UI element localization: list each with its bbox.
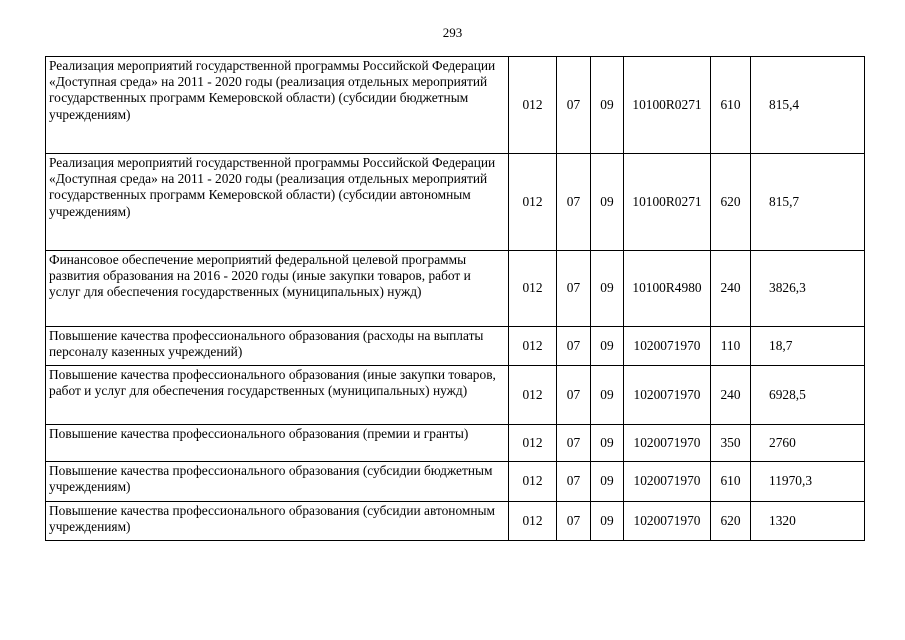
expense-type-cell: 240 <box>711 366 751 425</box>
section-code-cell: 07 <box>557 154 591 251</box>
table-row <box>46 154 865 251</box>
table-row <box>46 502 865 541</box>
ministry-code-cell: 012 <box>509 502 557 541</box>
table-row <box>46 366 865 425</box>
section-code-cell: 07 <box>557 327 591 366</box>
expense-name-cell: Повышение качества профессионального образования (субсидии автономным учреждениям) <box>46 502 509 541</box>
subsection-code-cell: 09 <box>591 327 624 366</box>
section-code-cell: 07 <box>557 425 591 462</box>
section-code-cell: 07 <box>557 251 591 327</box>
section-code-cell: 07 <box>557 366 591 425</box>
subsection-code-cell: 09 <box>591 425 624 462</box>
ministry-code-cell: 012 <box>509 462 557 502</box>
ministry-code-cell: 012 <box>509 366 557 425</box>
table-row <box>46 57 865 154</box>
expense-name-cell: Повышение качества профессионального образования (иные закупки товаров, работ и услуг для обеспечения государственных (муниципальных) нужд) <box>46 366 509 425</box>
target-article-cell: 1020071970 <box>624 327 711 366</box>
table-row <box>46 462 865 502</box>
expense-type-cell: 240 <box>711 251 751 327</box>
ministry-code-cell: 012 <box>509 327 557 366</box>
page-number: 293 <box>442 25 463 40</box>
target-article-cell: 1020071970 <box>624 502 711 541</box>
budget-table <box>45 56 865 541</box>
amount-cell: 815,7 <box>751 154 865 251</box>
section-code-cell: 07 <box>557 462 591 502</box>
target-article-cell: 10100R0271 <box>624 154 711 251</box>
amount-cell: 3826,3 <box>751 251 865 327</box>
amount-cell: 1320 <box>751 502 865 541</box>
target-article-cell: 1020071970 <box>624 462 711 502</box>
target-article-cell: 10100R4980 <box>624 251 711 327</box>
ministry-code-cell: 012 <box>509 251 557 327</box>
amount-cell: 11970,3 <box>751 462 865 502</box>
amount-cell: 18,7 <box>751 327 865 366</box>
expense-type-cell: 110 <box>711 327 751 366</box>
expense-type-cell: 610 <box>711 462 751 502</box>
expense-name-cell: Повышение качества профессионального образования (расходы на выплаты персоналу казенных учреждений) <box>46 327 509 366</box>
expense-name-cell: Повышение качества профессионального образования (премии и гранты) <box>46 425 509 462</box>
table-row <box>46 327 865 366</box>
amount-cell: 2760 <box>751 425 865 462</box>
expense-name-cell: Финансовое обеспечение мероприятий федеральной целевой программы развития образования на 2016 - 2020 годы (иные закупки товаров, работ и услуг для обеспечения государственных (муниципальных) нужд) <box>46 251 509 327</box>
subsection-code-cell: 09 <box>591 57 624 154</box>
expense-name-cell: Реализация мероприятий государственной программы Российской Федерации «Доступная среда» на 2011 - 2020 годы (реализация отдельных мероприятий государственных программ Кемеровской области) (субсидии автономным учреждениям) <box>46 154 509 251</box>
expense-name-cell: Повышение качества профессионального образования (субсидии бюджетным учреждениям) <box>46 462 509 502</box>
target-article-cell: 1020071970 <box>624 366 711 425</box>
expense-type-cell: 620 <box>711 502 751 541</box>
subsection-code-cell: 09 <box>591 462 624 502</box>
expense-type-cell: 610 <box>711 57 751 154</box>
section-code-cell: 07 <box>557 57 591 154</box>
ministry-code-cell: 012 <box>509 425 557 462</box>
amount-cell: 6928,5 <box>751 366 865 425</box>
table-row <box>46 251 865 327</box>
section-code-cell: 07 <box>557 502 591 541</box>
subsection-code-cell: 09 <box>591 251 624 327</box>
subsection-code-cell: 09 <box>591 154 624 251</box>
amount-cell: 815,4 <box>751 57 865 154</box>
subsection-code-cell: 09 <box>591 366 624 425</box>
table-row <box>46 425 865 462</box>
expense-type-cell: 350 <box>711 425 751 462</box>
ministry-code-cell: 012 <box>509 154 557 251</box>
target-article-cell: 1020071970 <box>624 425 711 462</box>
ministry-code-cell: 012 <box>509 57 557 154</box>
subsection-code-cell: 09 <box>591 502 624 541</box>
target-article-cell: 10100R0271 <box>624 57 711 154</box>
expense-type-cell: 620 <box>711 154 751 251</box>
expense-name-cell: Реализация мероприятий государственной программы Российской Федерации «Доступная среда» на 2011 - 2020 годы (реализация отдельных мероприятий государственных программ Кемеровской области) (субсидии бюджетным учреждениям) <box>46 57 509 154</box>
